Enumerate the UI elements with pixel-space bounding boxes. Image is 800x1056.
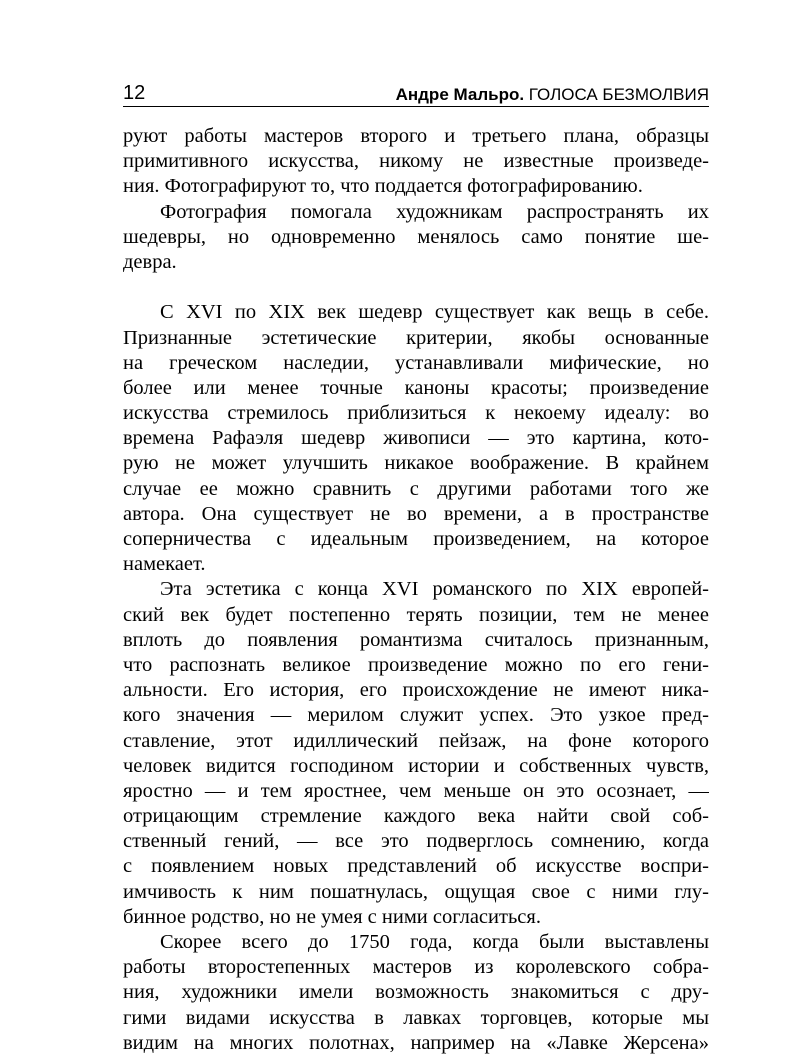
text-line: кого значения — мерилом служит успех. Это узкое пред- — [123, 704, 709, 727]
text-line: Фотография помогала художникам распространять их — [160, 200, 709, 223]
text-line: человек видится господином истории и собственных чувств, — [123, 754, 709, 777]
text-line: Признанные эстетические критерии, якобы основанные — [123, 326, 709, 349]
text-line: ственный гений, — все это подверглось сомнению, когда — [123, 830, 709, 853]
book-title: ГОЛОСА БЕЗМОЛВИЯ — [528, 85, 709, 104]
text-line: искусства стремилось приблизиться к некоему идеалу: во — [123, 402, 709, 425]
text-line: гими видами искусства в лавках торговцев, которые мы — [123, 1006, 709, 1029]
text-line: Эта эстетика с конца XVI романского по XIX европей- — [160, 578, 709, 601]
author-name: Андре Мальро. — [395, 85, 525, 104]
text-line: автора. Она существует не во времени, а в пространстве — [123, 502, 709, 525]
text-line: случае ее можно сравнить с другими работами того же — [123, 477, 709, 500]
text-line: что распознать великое произведение можно по его гени- — [123, 653, 709, 676]
text-line: более или менее точные каноны красоты; произведение — [123, 376, 709, 399]
body-text — [123, 124, 709, 1056]
page-number: 12 — [123, 82, 146, 104]
text-line: соперничества с идеальным произведением, на которое — [123, 528, 709, 550]
text-line: девра. — [123, 250, 177, 273]
running-head — [123, 76, 709, 107]
text-line: на греческом наследии, устанавливали мифические, но — [123, 351, 709, 374]
text-line: рую не может улучшить никакое воображение. В крайнем — [123, 452, 709, 475]
text-line: ставление, этот идиллический пейзаж, на фоне которого — [123, 729, 709, 752]
text-line: альности. Его история, его происхождение не имеют ника- — [123, 679, 709, 702]
section-break — [123, 275, 709, 300]
text-line: с появлением новых представлений об искусстве воспри- — [123, 855, 709, 878]
text-line: имчивость к ним пошатнулась, ощущая свое с ними глу- — [123, 880, 709, 903]
text-line: времена Рафаэля шедевр живописи — это картина, кото- — [123, 427, 709, 450]
text-line: Скорее всего до 1750 года, когда были выставлены — [160, 931, 709, 953]
text-line: ский век будет постепенно терять позиции, тем не менее — [123, 603, 709, 626]
text-line: примитивного искусства, никому не известные произведе- — [123, 150, 709, 173]
text-line: намекает. — [123, 553, 206, 576]
text-line: яростно — и тем яростнее, чем меньше он это осознает, — — [123, 779, 709, 802]
text-line: ния. Фотографируют то, что поддается фотографированию. — [123, 175, 643, 198]
text-line: работы второстепенных мастеров из королевского собра- — [123, 956, 709, 979]
text-line: шедевры, но одновременно менялось само понятие ше- — [123, 225, 709, 248]
text-line: отрицающим стремление каждого века найти свой соб- — [123, 805, 709, 828]
text-line: ния, художники имели возможность знакомиться с дру- — [123, 981, 709, 1004]
running-title — [396, 85, 709, 105]
text-line: руют работы мастеров второго и третьего плана, образцы — [123, 125, 709, 147]
text-line: С XVI по XIX век шедевр существует как вещь в себе. — [160, 301, 709, 324]
text-line: вплоть до появления романтизма считалось признанным, — [123, 628, 709, 651]
book-page — [123, 76, 709, 1056]
text-line: бинное родство, но не умея с ними согласиться. — [123, 905, 541, 928]
text-line: видим на многих полотнах, например на «Лавке Жерсена» — [123, 1031, 709, 1054]
